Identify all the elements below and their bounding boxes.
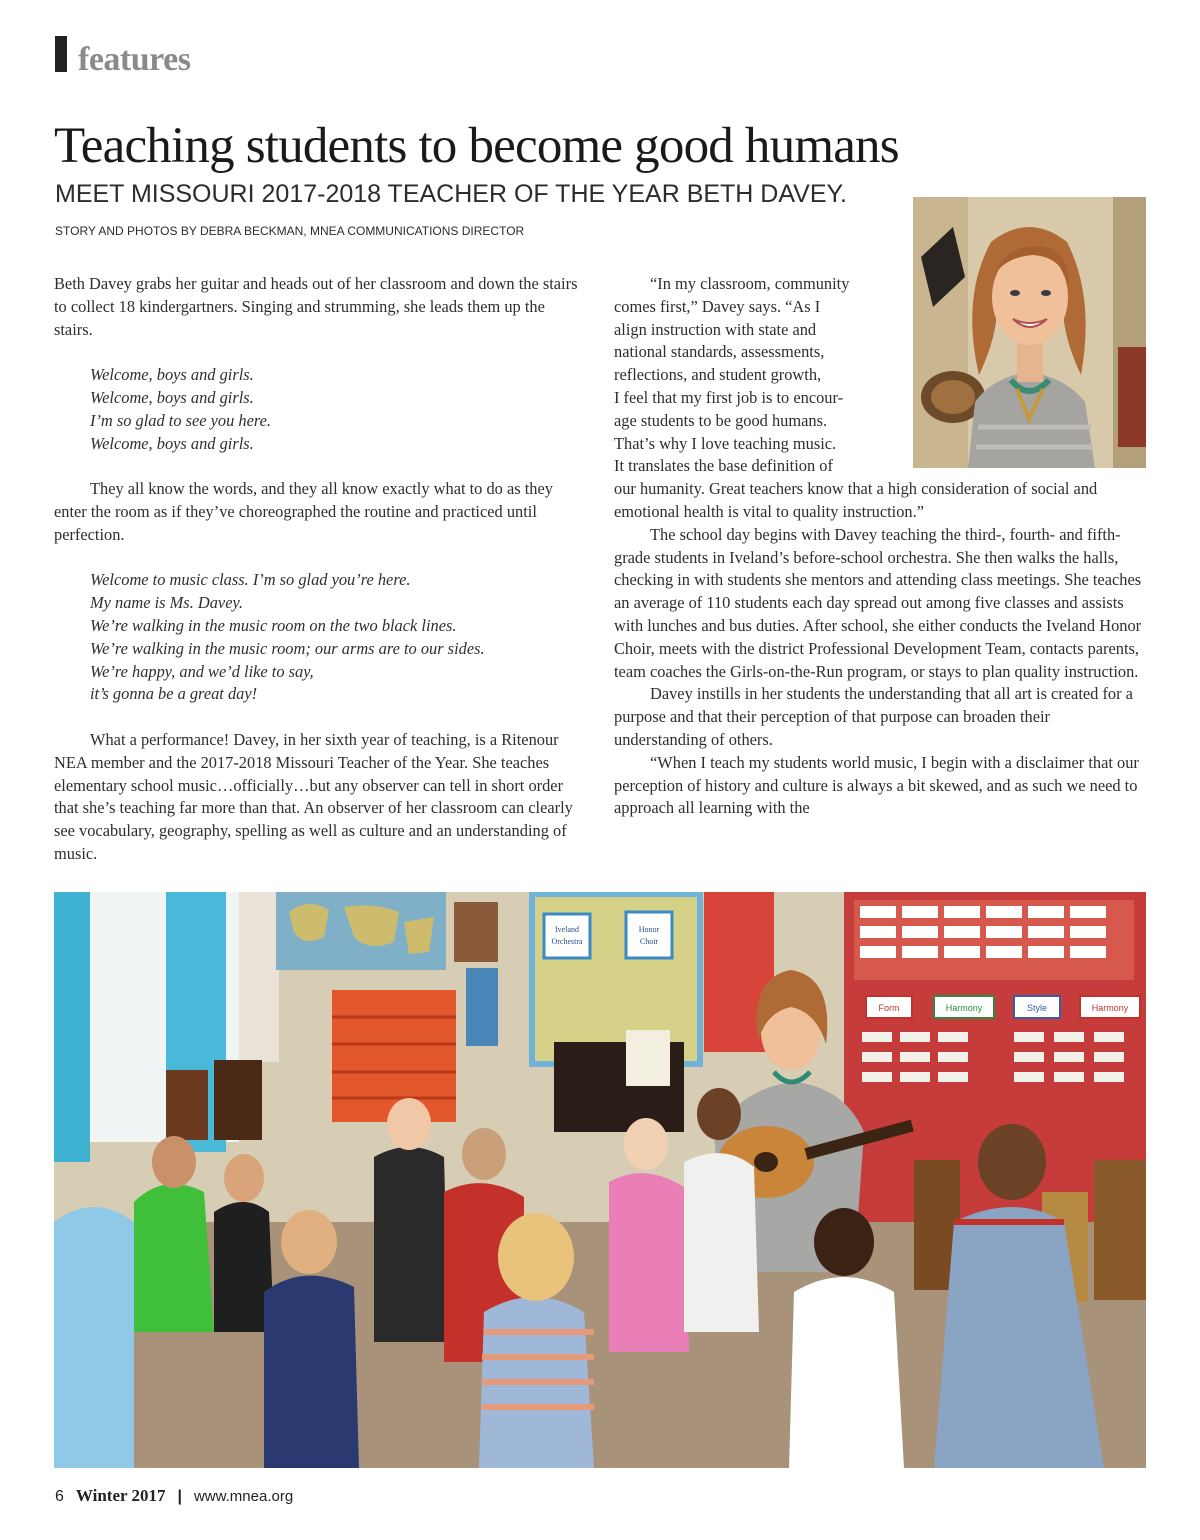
section-label: features xyxy=(78,41,191,78)
card-harmony-2: Harmony xyxy=(1091,1003,1129,1013)
paragraph: our humanity. Great teachers know that a high consideration of social and emotional health is vital to quality instruction.” xyxy=(614,479,1098,521)
text-line: comes first,” Davey says. “As I xyxy=(614,296,821,316)
footer-separator: | xyxy=(177,1488,182,1505)
portrait-illustration xyxy=(913,197,1146,468)
paragraph: The school day begins with Davey teaching the third-, fourth- and fifth-grade students in Iveland’s before-school orchestra. She then walks the halls, checking in with students she mentors and attending class meetings. She teaches an average of 110 students each day spread out among five classes and assists with lunches and bus duties. After school, she either conducts the Iveland Honor Choir, meets with the district Professional Development Team, contacts parents, team coaches the Girls-on-the-Run program, or stays to plan quality instruction. xyxy=(614,524,1142,681)
paragraph: Davey instills in her students the understanding that all art is created for a purpose and that their perception of that purpose can broaden their understanding of others. xyxy=(614,684,1133,749)
verse-line: We’re walking in the music room; our arms are to our sides. xyxy=(90,638,485,658)
verse-line: Welcome, boys and girls. xyxy=(90,433,254,453)
byline: STORY AND PHOTOS BY DEBRA BECKMAN, MNEA COMMUNICATIONS DIRECTOR xyxy=(55,224,525,238)
text-line: align instruction with state and xyxy=(614,319,817,339)
verse-line: I’m so glad to see you here. xyxy=(90,410,272,430)
issue-season: Winter 2017 xyxy=(75,1486,166,1505)
sign-choir-line2: Choir xyxy=(639,937,659,946)
section-marker xyxy=(55,36,67,72)
card-harmony-1: Harmony xyxy=(945,1003,983,1013)
text-line: That’s why I love teaching music. xyxy=(614,433,837,453)
card-form: Form xyxy=(878,1003,900,1013)
verse-line: We’re walking in the music room on the two black lines. xyxy=(90,615,457,635)
sign-choir-line1: Honor xyxy=(638,925,660,934)
verse-line: We’re happy, and we’d like to say, xyxy=(90,661,314,681)
verse-line: it’s gonna be a great day! xyxy=(90,684,258,704)
sign-orchestra-line2: Orchestra xyxy=(551,937,583,946)
verse-line: Welcome to music class. I’m so glad you’re here. xyxy=(90,570,411,590)
paragraph: “When I teach my students world music, I begin with a disclaimer that our perception of history and culture is always a bit skewed, and as such we need to approach all learning with the xyxy=(614,752,1139,818)
article-left-column xyxy=(54,273,586,866)
sign-orchestra-line1: Iveland xyxy=(555,925,579,934)
website-link[interactable]: www.mnea.org xyxy=(193,1488,294,1505)
verse-line: My name is Ms. Davey. xyxy=(90,593,243,613)
page-footer xyxy=(55,1484,293,1508)
page-number: 6 xyxy=(55,1488,64,1505)
song-verse-2 xyxy=(54,569,586,706)
card-style: Style xyxy=(1026,1003,1048,1013)
text-line: I feel that my first job is to encour- xyxy=(614,387,844,407)
paragraph: They all know the words, and they all know exactly what to do as they enter the room as if they’ve choreographed the routine and practiced until perfection. xyxy=(54,479,553,544)
headline: Teaching students to become good humans xyxy=(54,118,899,174)
text-line: reflections, and student growth, xyxy=(614,365,822,385)
text-line: national standards, assessments, xyxy=(614,342,825,362)
classroom-photo xyxy=(54,892,1146,1468)
verse-line: Welcome, boys and girls. xyxy=(90,365,254,385)
text-line: age students to be good humans. xyxy=(614,410,828,430)
paragraph: Beth Davey grabs her guitar and heads out of her classroom and down the stairs to collect 18 kindergartners. Singing and strumming, she leads them up the stairs. xyxy=(54,274,578,339)
verse-line: Welcome, boys and girls. xyxy=(90,387,254,407)
classroom-illustration xyxy=(54,892,1146,1468)
portrait-photo xyxy=(913,197,1146,468)
song-verse-1 xyxy=(54,364,586,455)
subhead: MEET MISSOURI 2017-2018 TEACHER OF THE YEAR BETH DAVEY. xyxy=(55,180,847,208)
text-line: It translates the base definition of xyxy=(614,456,833,476)
text-line: “In my classroom, community xyxy=(650,274,850,293)
paragraph: What a performance! Davey, in her sixth year of teaching, is a Ritenour NEA member and the 2017-2018 Missouri Teacher of the Year. She teaches elementary school music…officially…but any observer can tell in short order that she’s teaching far more than that. An observer of her classroom can clearly see vocabulary, geography, spelling as well as culture and an understanding of music. xyxy=(54,729,573,863)
